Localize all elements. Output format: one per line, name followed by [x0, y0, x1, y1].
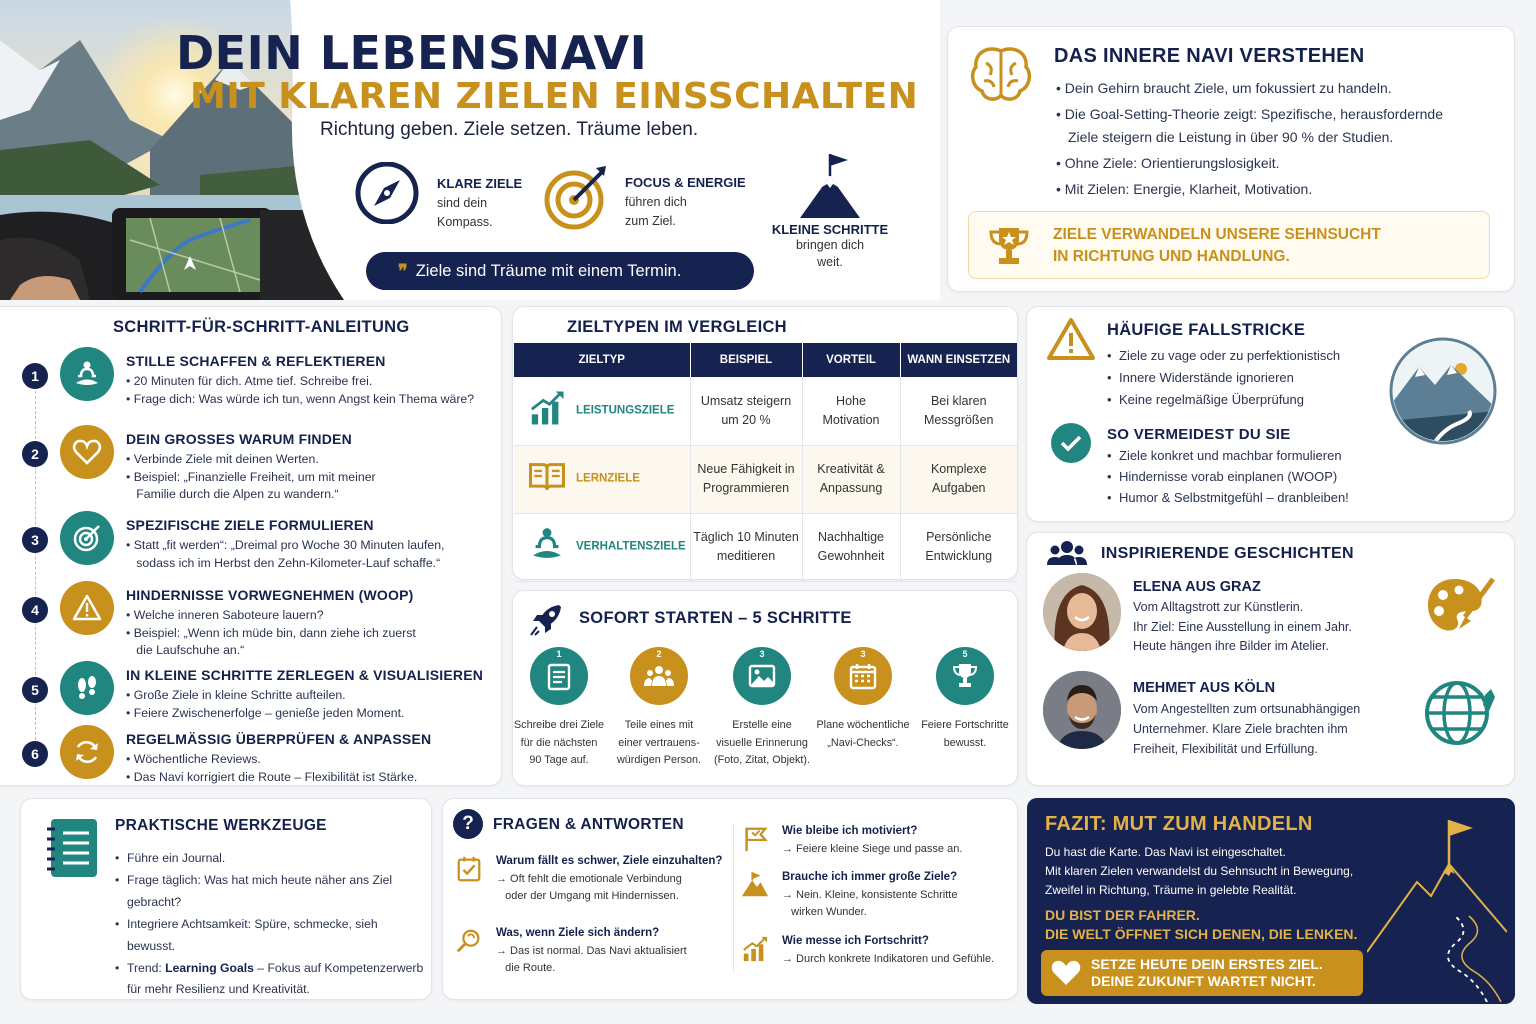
flag-icon	[741, 825, 769, 858]
pitfalls-card	[1026, 306, 1515, 522]
list-item: • Keine regelmäßige Überprüfung	[1105, 389, 1340, 411]
list-item: • Ziele konkret und machbar formulieren	[1105, 445, 1349, 466]
step-number: 1	[22, 363, 48, 389]
start-step	[813, 647, 913, 752]
conclusion-card	[1027, 798, 1515, 1004]
guide-step	[0, 721, 500, 801]
stories-title: INSPIRIERENDE GESCHICHTEN	[1101, 545, 1354, 562]
step-line: • Frage dich: Was würde ich tun, wenn Angst kein Thema wäre?	[126, 391, 475, 406]
step-title: DEIN GROSSES WARUM FINDEN	[126, 431, 352, 447]
feature-title: FOCUS & ENERGIE	[625, 175, 746, 190]
faq-answer: → Nein. Kleine, konsistente Schritte	[782, 889, 958, 901]
list-item: • Trend: Learning Goals – Fokus auf Kompetenzerwerb	[113, 957, 429, 979]
step-line: • Beispiel: „Wenn ich müde bin, dann ziehe ich zuerst	[126, 625, 416, 640]
step-line: sodass ich im Herbst den Zehn-Kilometer-Lauf schaffe.“	[126, 555, 441, 570]
summit-flag-icon	[1367, 812, 1507, 1004]
table-cell: Hohe Motivation	[802, 377, 900, 445]
step-line: • Wöchentliche Reviews.	[126, 752, 261, 766]
warning-icon	[1047, 317, 1095, 366]
feature-compass	[352, 162, 532, 232]
faq-question: Was, wenn Ziele sich ändern?	[496, 927, 660, 939]
page-title-line2: MIT KLAREN ZIELEN EINSSCHALTEN	[190, 76, 919, 117]
step-line: • Verbinde Ziele mit deinen Werten.	[126, 452, 319, 466]
page-subtitle: Richtung geben. Ziele setzen. Träume leben.	[320, 119, 699, 140]
tools-list	[113, 847, 429, 999]
step-title: SPEZIFISCHE ZIELE FORMULIEREN	[126, 517, 374, 533]
step-title: REGELMÄSSIG ÜBERPRÜFEN & ANPASSEN	[126, 731, 432, 747]
table-row	[514, 445, 1017, 513]
search-refresh-icon	[455, 927, 483, 960]
brain-icon	[968, 43, 1034, 108]
start-step-text: Schreibe drei Ziele für die nächsten 90 Tage auf.	[513, 719, 605, 766]
step-title: IN KLEINE SCHRITTE ZERLEGEN & VISUALISIEREN	[126, 667, 484, 683]
calendar-icon	[834, 647, 892, 705]
story-line: Freiheit, Flexibilität und Erfüllung.	[1133, 742, 1318, 756]
conclusion-line: Du hast die Karte. Das Navi ist eingeschaltet.	[1045, 845, 1286, 859]
question-icon: ?	[453, 809, 483, 839]
start-card	[512, 590, 1018, 786]
step-line: • Große Ziele in kleine Schritte aufteilen.	[126, 688, 346, 702]
story-line: Ihr Ziel: Eine Ausstellung in einem Jahr.	[1133, 619, 1352, 634]
list-item: • Humor & Selbstmitgefühl – dranbleiben!	[1105, 487, 1349, 508]
goal-types-table	[514, 343, 1017, 582]
step-number: 2	[22, 441, 48, 467]
faq-question: Wie messe ich Fortschritt?	[782, 935, 929, 947]
table-header: ZIELTYP	[514, 343, 690, 377]
step-number: 3	[22, 527, 48, 553]
compass-icon	[352, 162, 422, 224]
start-step	[915, 647, 1015, 752]
conclusion-line: Mit klaren Zielen verwandelst du Sehnsucht in Bewegung,	[1045, 864, 1354, 878]
feature-steps	[765, 150, 895, 280]
globe-icon	[1421, 675, 1497, 756]
feature-title: KLEINE SCHRITTE	[771, 222, 889, 237]
journal-icon	[45, 817, 99, 884]
avatar	[1043, 573, 1121, 651]
inner-navi-bullet: • Die Goal-Setting-Theorie zeigt: Spezifische, herausfordernde	[1056, 106, 1443, 122]
feature-line: führen dich	[625, 195, 687, 209]
faq-question: Brauche ich immer große Ziele?	[782, 871, 958, 883]
feature-target	[544, 162, 754, 232]
table-cell: Täglich 10 Minuten meditieren	[690, 513, 802, 581]
start-step	[509, 647, 609, 770]
table-row	[514, 377, 1017, 445]
story-line: Unternehmer. Klare Ziele brachten ihm	[1133, 722, 1348, 736]
goal-type-label: LEISTUNGSZIELE	[576, 404, 675, 417]
goal-type-cell	[514, 445, 690, 513]
mountain-flag-icon	[765, 150, 895, 222]
table-header: VORTEIL	[802, 343, 900, 377]
step-number: 6	[22, 741, 48, 767]
conclusion-line: Zweifel in Richtung, Träume in gelebte Realität.	[1045, 883, 1297, 897]
inner-navi-card	[947, 26, 1515, 292]
people-icon	[1047, 539, 1087, 570]
step-line: • Das Navi korrigiert die Route – Flexibilität ist Stärke.	[126, 769, 418, 784]
cta-button[interactable]	[1041, 950, 1363, 996]
mountain-icon	[741, 871, 769, 904]
list-item: • Führe ein Journal.	[113, 847, 429, 869]
faq-answer: → Durch konkrete Indikatoren und Gefühle.	[782, 953, 995, 965]
inner-navi-bullet: • Ohne Ziele: Orientierungslosigkeit.	[1056, 155, 1280, 171]
trophy-icon	[987, 224, 1031, 273]
conclusion-bold: DU BIST DER FAHRER.	[1045, 907, 1200, 923]
bar-chart-icon	[741, 935, 769, 968]
highlight-line: IN RICHTUNG UND HANDLUNG.	[1053, 248, 1290, 265]
goal-type-label: VERHALTENSZIELE	[576, 540, 686, 553]
table-cell: Nachhaltige Gewohnheit	[802, 513, 900, 581]
cta-line: SETZE HEUTE DEIN ERSTES ZIEL.	[1091, 956, 1323, 972]
start-step-number: 3	[860, 649, 866, 659]
start-step-text: Erstelle eine visuelle Erinnerung (Foto, Zitat, Objekt).	[714, 719, 810, 766]
faq-divider	[733, 823, 734, 973]
feature-line: weit.	[817, 255, 843, 269]
step-number: 5	[22, 677, 48, 703]
start-step-number: 2	[656, 649, 662, 659]
start-step-number: 3	[759, 649, 765, 659]
checklist-icon	[455, 855, 483, 888]
faq-answer: → Oft fehlt die emotionale Verbindung	[496, 873, 682, 885]
start-title: SOFORT STARTEN – 5 SCHRITTE	[579, 609, 852, 627]
pitfalls-title: HÄUFIGE FALLSTRICKE	[1107, 321, 1306, 339]
people-icon	[630, 647, 688, 705]
step-number: 4	[22, 597, 48, 623]
page-title: DEIN LEBENSNAVI	[176, 26, 648, 80]
faq-answer: wirken Wunder.	[782, 906, 867, 918]
guide-step	[0, 343, 500, 423]
quote-banner	[366, 252, 754, 290]
tools-title: PRAKTISCHE WERKZEUGE	[115, 817, 327, 834]
avoid-list	[1105, 445, 1349, 508]
guide-step	[0, 577, 500, 657]
start-step-text: Feiere Fortschritte bewusst.	[921, 719, 1009, 749]
cta-line: DEINE ZUKUNFT WARTET NICHT.	[1091, 973, 1316, 989]
meditation-icon	[60, 347, 114, 401]
story-line: Heute hängen ihre Bilder im Atelier.	[1133, 639, 1329, 653]
faq-answer: → Das ist normal. Das Navi aktualisiert	[496, 945, 687, 957]
step-line: • Feiere Zwischenerfolge – genieße jeden Moment.	[126, 705, 405, 720]
goal-type-cell	[514, 513, 690, 581]
faq-card	[442, 798, 1018, 1000]
feature-line: sind dein	[437, 196, 488, 210]
notepad-icon	[530, 647, 588, 705]
list-item: • Integriere Achtsamkeit: Spüre, schmecke, sieh bewusst.	[113, 913, 429, 957]
conclusion-title: FAZIT: MUT ZUM HANDELN	[1045, 813, 1313, 835]
table-cell: Neue Fähigkeit in Programmieren	[690, 445, 802, 513]
highlight-box	[968, 211, 1490, 279]
tools-card	[20, 798, 432, 1000]
target-icon	[60, 511, 114, 565]
feature-line: Kompass.	[437, 215, 493, 229]
goal-types-title: ZIELTYPEN IM VERGLEICH	[567, 318, 787, 336]
refresh-icon	[60, 725, 114, 779]
bar-chart-icon	[528, 389, 566, 433]
list-item: • Innere Widerstände ignorieren	[1105, 367, 1340, 389]
goal-type-cell	[514, 377, 690, 445]
step-line: • Beispiel: „Finanzielle Freiheit, um mit meiner	[126, 469, 376, 484]
inner-navi-bullet: • Dein Gehirn braucht Ziele, um fokussiert zu handeln.	[1056, 80, 1392, 96]
inner-navi-bullet-cont: Ziele steigern die Leistung in über 90 % der Studien.	[1068, 129, 1394, 145]
book-icon	[528, 457, 566, 501]
footprints-icon	[60, 661, 114, 715]
faq-answer: die Route.	[496, 962, 556, 974]
story-line: Vom Angestellten zum ortsunabhängigen	[1133, 702, 1361, 716]
start-step	[712, 647, 812, 770]
image-icon	[733, 647, 791, 705]
quote-text: Ziele sind Träume mit einem Termin.	[415, 261, 682, 280]
meditation-icon	[528, 525, 566, 569]
start-step-number: 5	[962, 649, 968, 659]
table-header: WANN EINSETZEN	[900, 343, 1017, 377]
rocket-icon	[529, 601, 565, 642]
table-cell: Kreativität & Anpassung	[802, 445, 900, 513]
guide-step	[0, 421, 500, 501]
stories-card	[1026, 532, 1515, 786]
step-title: HINDERNISSE VORWEGNEHMEN (WOOP)	[126, 587, 414, 603]
mountain-road-icon	[1389, 337, 1497, 450]
start-step-text: Plane wöchentliche „Navi-Checks“.	[816, 719, 910, 749]
guide-step	[0, 507, 500, 587]
step-title: STILLE SCHAFFEN & REFLEKTIEREN	[126, 353, 386, 369]
faq-question: Warum fällt es schwer, Ziele einzuhalten?	[496, 855, 723, 867]
avoid-title: SO VERMEIDEST DU SIE	[1107, 426, 1291, 443]
faq-answer: oder der Umgang mit Hindernissen.	[496, 890, 679, 902]
table-cell: Komplexe Aufgaben	[900, 445, 1017, 513]
faq-title: FRAGEN & ANTWORTEN	[493, 816, 684, 833]
feature-line: bringen dich	[795, 238, 865, 252]
faq-answer: → Feiere kleine Siege und passe an.	[782, 843, 963, 855]
list-item: • Frage täglich: Was hat mich heute näher ans Ziel gebracht?	[113, 869, 429, 913]
step-line: die Laufschuhe an.“	[126, 643, 245, 657]
step-line: Familie durch die Alpen zu wandern.“	[126, 487, 339, 501]
list-item: • Ziele zu vage oder zu perfektionistisch	[1105, 345, 1340, 367]
heart-icon	[60, 425, 114, 479]
story-line: Vom Alltagstrott zur Künstlerin.	[1133, 600, 1304, 614]
start-step-text: Teile eines mit einer vertrauens- würdigen Person.	[616, 719, 702, 766]
start-step	[609, 647, 709, 770]
step-line: • Statt „fit werden“: „Dreimal pro Woche 30 Minuten laufen,	[126, 538, 445, 552]
feature-line: zum Ziel.	[625, 214, 676, 228]
step-line: • 20 Minuten für dich. Atme tief. Schreibe frei.	[126, 374, 373, 388]
conclusion-bold: DIE WELT ÖFFNET SICH DENEN, DIE LENKEN.	[1045, 926, 1358, 942]
target-icon	[544, 164, 612, 230]
checkmark-icon	[1051, 423, 1091, 463]
table-header: BEISPIEL	[690, 343, 802, 377]
pitfalls-list	[1105, 345, 1340, 411]
palette-icon	[1421, 573, 1497, 644]
table-cell: Persönliche Entwicklung	[900, 513, 1017, 581]
list-item-cont: für mehr Resilienz und Kreativität.	[127, 982, 310, 996]
table-row	[514, 513, 1017, 581]
trend-term: Learning Goals	[165, 961, 254, 975]
table-cell: Bei klaren Messgrößen	[900, 377, 1017, 445]
start-step-number: 1	[556, 649, 562, 659]
story-name: MEHMET AUS KÖLN	[1133, 680, 1276, 696]
goal-type-label: LERNZIELE	[576, 472, 640, 485]
heart-icon	[1051, 960, 1081, 991]
list-item: • Hindernisse vorab einplanen (WOOP)	[1105, 466, 1349, 487]
table-cell: Umsatz steigern um 20 %	[690, 377, 802, 445]
step-line: • Welche inneren Saboteure lauern?	[126, 608, 324, 622]
story-name: ELENA AUS GRAZ	[1133, 579, 1261, 595]
highlight-line: ZIELE VERWANDELN UNSERE SEHNSUCHT	[1053, 226, 1381, 243]
guide-title: SCHRITT-FÜR-SCHRITT-ANLEITUNG	[113, 318, 410, 336]
warning-icon	[60, 581, 114, 635]
inner-navi-bullet: • Mit Zielen: Energie, Klarheit, Motivation.	[1056, 181, 1313, 197]
faq-question: Wie bleibe ich motiviert?	[782, 825, 918, 837]
quote-icon: ❞	[398, 260, 408, 281]
inner-navi-title: DAS INNERE NAVI VERSTEHEN	[1054, 45, 1365, 67]
guide-card	[0, 306, 502, 786]
feature-title: KLARE ZIELE	[437, 176, 523, 191]
goal-types-card	[512, 306, 1018, 580]
avatar	[1043, 671, 1121, 749]
trophy-icon	[936, 647, 994, 705]
